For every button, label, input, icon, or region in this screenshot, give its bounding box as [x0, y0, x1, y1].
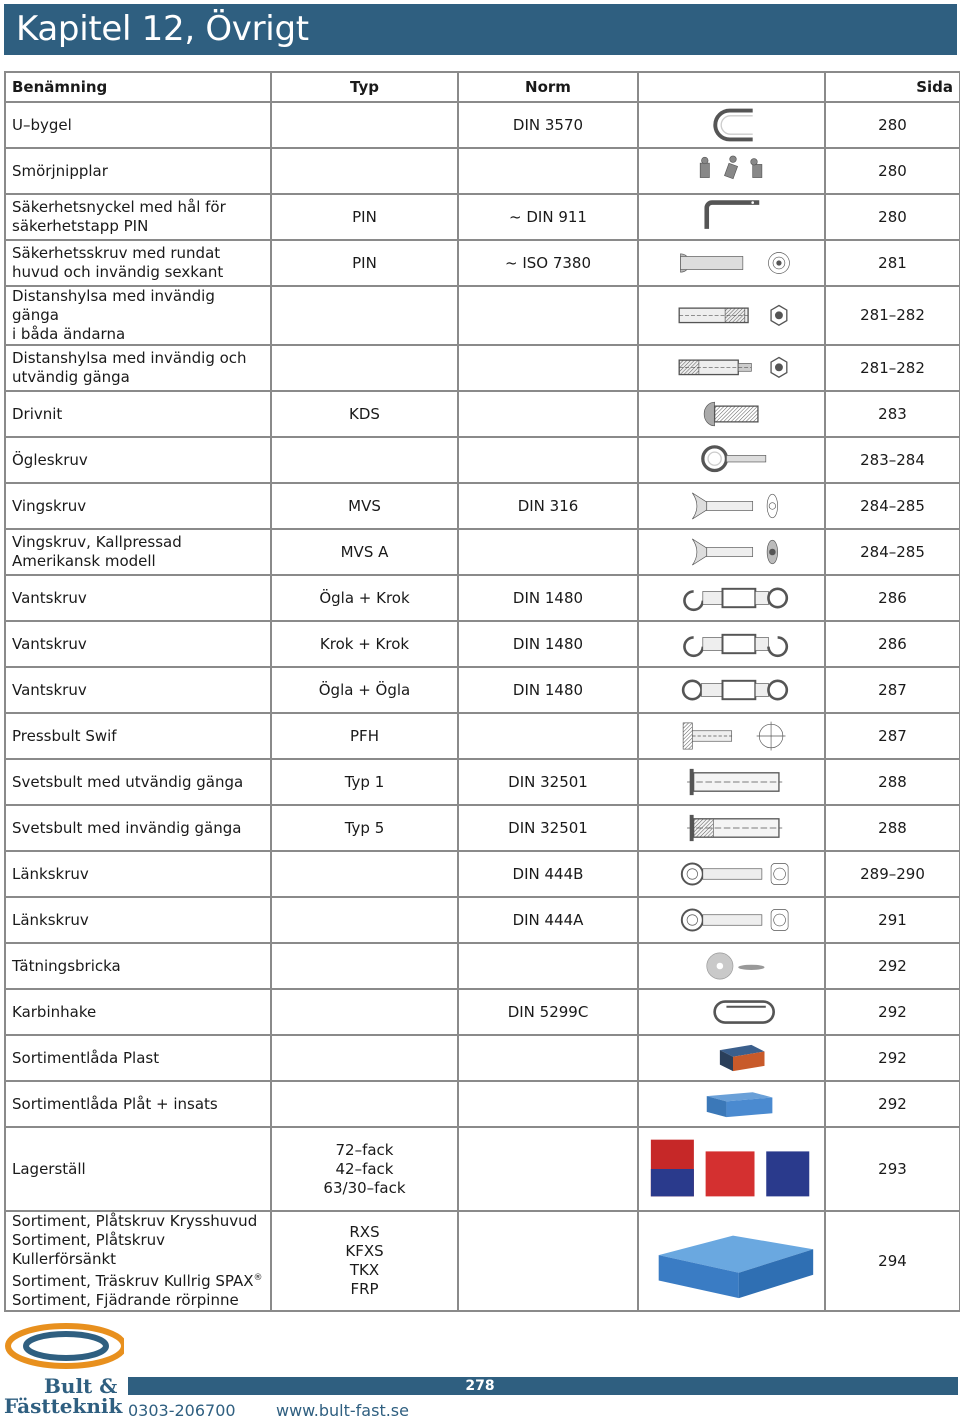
product-name-line: Pressbult Swif	[12, 726, 117, 745]
product-type	[271, 391, 458, 437]
product-type-line: Ögla + Ögla	[318, 680, 411, 699]
product-name-line: Ögleskruv	[12, 450, 88, 469]
product-image	[638, 483, 825, 529]
product-norm	[458, 286, 638, 345]
product-name	[5, 194, 271, 240]
product-type-line: MVS	[348, 496, 381, 515]
product-name	[5, 759, 271, 805]
hex-key-icon	[645, 196, 821, 238]
u-bolt-icon	[645, 104, 821, 146]
drive-rivet-icon	[645, 393, 821, 435]
product-name	[5, 1211, 271, 1311]
product-norm: DIN 316	[458, 483, 638, 529]
product-norm: DIN 32501	[458, 805, 638, 851]
weld-stud-female-icon	[645, 807, 821, 849]
product-norm	[458, 529, 638, 575]
product-norm: ~ ISO 7380	[458, 240, 638, 286]
registered-mark: ®	[253, 1273, 263, 1283]
product-type-line: Typ 5	[344, 818, 385, 837]
product-image	[638, 194, 825, 240]
product-page: 292	[825, 1081, 960, 1127]
table-row	[5, 713, 960, 759]
product-norm: ~ DIN 911	[458, 194, 638, 240]
product-name-line: huvud och invändig sexkant	[12, 263, 224, 281]
page-number: 278	[465, 1378, 495, 1394]
table-row	[5, 1211, 960, 1311]
product-name-line: Sortimentlåda Plast	[12, 1048, 160, 1067]
product-norm	[458, 1211, 638, 1311]
product-page: 287	[825, 713, 960, 759]
product-name	[5, 1127, 271, 1211]
footer-phone: 0303-206700	[128, 1401, 236, 1420]
product-page: 280	[825, 194, 960, 240]
product-norm	[458, 1081, 638, 1127]
product-type-line: Ögla + Krok	[319, 588, 410, 607]
product-image	[638, 391, 825, 437]
table-row	[5, 194, 960, 240]
product-page: 291	[825, 897, 960, 943]
product-name-line: Säkerhetsnyckel med hål för	[12, 198, 226, 216]
product-name	[5, 989, 271, 1035]
product-image	[638, 240, 825, 286]
product-norm	[458, 1127, 638, 1211]
product-name-line: Smörjnipplar	[12, 161, 108, 180]
product-image	[638, 1081, 825, 1127]
column-header-norm: Norm	[458, 72, 638, 102]
table-row	[5, 345, 960, 391]
product-type-line: FRP	[350, 1280, 379, 1298]
product-type	[271, 240, 458, 286]
footer-bar	[128, 1377, 958, 1395]
product-name	[5, 897, 271, 943]
press-bolt-icon	[645, 715, 821, 757]
table-row	[5, 851, 960, 897]
product-type-line: KFXS	[345, 1242, 384, 1260]
product-name	[5, 851, 271, 897]
product-name	[5, 437, 271, 483]
product-image	[638, 102, 825, 148]
product-type	[271, 1211, 458, 1311]
eye-screw-icon	[645, 439, 821, 481]
product-type	[271, 621, 458, 667]
product-type	[271, 759, 458, 805]
product-name	[5, 240, 271, 286]
product-image	[638, 575, 825, 621]
product-name	[5, 102, 271, 148]
product-type-line: PFH	[350, 726, 379, 745]
wing-screw-american-icon	[645, 531, 821, 573]
product-image	[638, 1035, 825, 1081]
product-norm	[458, 148, 638, 194]
table-row	[5, 286, 960, 345]
product-name-line: Sortimentlåda Plåt + insats	[12, 1094, 218, 1113]
table-row	[5, 989, 960, 1035]
product-name	[5, 483, 271, 529]
product-name-line: Lagerställ	[12, 1159, 86, 1178]
product-name-line: Vantskruv	[12, 680, 87, 699]
column-header-image	[638, 72, 825, 102]
product-page: 294	[825, 1211, 960, 1311]
product-page: 280	[825, 148, 960, 194]
table-row	[5, 1127, 960, 1211]
product-page: 288	[825, 805, 960, 851]
product-image	[638, 286, 825, 345]
grease-nipples-icon	[645, 150, 821, 192]
product-type-line: RXS	[349, 1223, 380, 1241]
product-type	[271, 286, 458, 345]
table-row	[5, 391, 960, 437]
turnbuckle-eye-hook-icon	[645, 577, 821, 619]
product-name-line: Vingskruv, Kallpressad	[12, 533, 182, 551]
product-type	[271, 437, 458, 483]
product-type	[271, 529, 458, 575]
spacer-female-icon	[645, 295, 821, 337]
product-norm	[458, 345, 638, 391]
product-norm: DIN 1480	[458, 667, 638, 713]
product-name	[5, 286, 271, 345]
product-image	[638, 713, 825, 759]
table-row	[5, 102, 960, 148]
product-page: 283–284	[825, 437, 960, 483]
chapter-title: Kapitel 12, Övrigt	[16, 9, 309, 49]
product-norm: DIN 3570	[458, 102, 638, 148]
table-row	[5, 1035, 960, 1081]
product-image	[638, 759, 825, 805]
table-row	[5, 575, 960, 621]
product-norm: DIN 32501	[458, 759, 638, 805]
product-type-line: 42–fack	[335, 1159, 394, 1178]
table-row	[5, 805, 960, 851]
product-image	[638, 529, 825, 575]
product-norm: DIN 5299C	[458, 989, 638, 1035]
product-type	[271, 1081, 458, 1127]
table-row	[5, 897, 960, 943]
table-row	[5, 529, 960, 575]
product-name-line: säkerhetstapp PIN	[12, 217, 149, 235]
product-type-line: MVS A	[340, 542, 389, 561]
product-image	[638, 667, 825, 713]
product-page: 288	[825, 759, 960, 805]
product-type-line: KDS	[349, 404, 380, 423]
product-name-line: Vantskruv	[12, 634, 87, 653]
product-name	[5, 1035, 271, 1081]
wing-screw-icon	[645, 485, 821, 527]
table-row	[5, 437, 960, 483]
product-name-line: Tätningsbricka	[12, 956, 121, 975]
product-norm	[458, 943, 638, 989]
product-image	[638, 805, 825, 851]
product-name-line: Sortiment, Plåtskruv Kullerförsänkt	[12, 1231, 166, 1268]
product-norm: DIN 444A	[458, 897, 638, 943]
product-name-line: U–bygel	[12, 115, 72, 134]
eye-bolt-a-icon	[645, 899, 821, 941]
product-type-line: 63/30–fack	[323, 1178, 406, 1197]
product-page: 281–282	[825, 286, 960, 345]
turnbuckle-eye-eye-icon	[645, 669, 821, 711]
product-page: 280	[825, 102, 960, 148]
product-type	[271, 667, 458, 713]
product-name-line: Amerikansk modell	[12, 552, 156, 570]
product-type-line: PIN	[352, 253, 377, 272]
product-type	[271, 943, 458, 989]
product-type	[271, 483, 458, 529]
product-norm	[458, 391, 638, 437]
assortment-case-icon	[645, 1221, 821, 1301]
product-norm	[458, 437, 638, 483]
product-name	[5, 943, 271, 989]
product-type	[271, 575, 458, 621]
product-type	[271, 805, 458, 851]
product-norm	[458, 1035, 638, 1081]
product-page: 287	[825, 667, 960, 713]
table-row	[5, 148, 960, 194]
product-page: 292	[825, 943, 960, 989]
product-name	[5, 805, 271, 851]
product-image	[638, 621, 825, 667]
product-image	[638, 897, 825, 943]
product-image	[638, 148, 825, 194]
product-name-line: Distanshylsa med invändig och	[12, 349, 247, 367]
product-name-line: Vantskruv	[12, 588, 87, 607]
table-header-row	[5, 72, 960, 102]
product-type	[271, 851, 458, 897]
chapter-header	[4, 4, 957, 55]
product-page: 286	[825, 621, 960, 667]
table-row	[5, 759, 960, 805]
weld-stud-male-icon	[645, 761, 821, 803]
product-image	[638, 851, 825, 897]
product-name-line: Svetsbult med utvändig gänga	[12, 772, 244, 791]
product-norm: DIN 1480	[458, 575, 638, 621]
product-name	[5, 529, 271, 575]
product-norm: DIN 444B	[458, 851, 638, 897]
plastic-box-icon	[645, 1037, 821, 1079]
product-norm	[458, 713, 638, 759]
table-row	[5, 621, 960, 667]
product-page: 281	[825, 240, 960, 286]
product-image	[638, 345, 825, 391]
product-name-line: Vingskruv	[12, 496, 87, 515]
column-header-name: Benämning	[5, 72, 271, 102]
product-name-line: Distanshylsa med invändig gänga	[12, 287, 215, 324]
product-type	[271, 345, 458, 391]
table-row	[5, 483, 960, 529]
product-image	[638, 1127, 825, 1211]
product-type-line: 72–fack	[335, 1140, 394, 1159]
product-name	[5, 621, 271, 667]
product-type	[271, 148, 458, 194]
metal-box-icon	[645, 1083, 821, 1125]
product-name	[5, 345, 271, 391]
sealing-washer-icon	[645, 945, 821, 987]
product-name	[5, 713, 271, 759]
column-header-page: Sida	[825, 72, 960, 102]
turnbuckle-hook-hook-icon	[645, 623, 821, 665]
product-page: 286	[825, 575, 960, 621]
product-image	[638, 989, 825, 1035]
logo-line1: Bult &	[44, 1374, 118, 1398]
product-type	[271, 1127, 458, 1211]
product-page: 289–290	[825, 851, 960, 897]
product-name-line: utvändig gänga	[12, 368, 130, 386]
table-row	[5, 667, 960, 713]
product-page: 284–285	[825, 483, 960, 529]
product-type-line: PIN	[352, 207, 377, 226]
product-table	[4, 71, 960, 1312]
carabiner-icon	[645, 991, 821, 1033]
product-name	[5, 148, 271, 194]
table-row	[5, 240, 960, 286]
product-name-line: Drivnit	[12, 404, 63, 423]
product-name-line: Svetsbult med invändig gänga	[12, 818, 242, 837]
product-type	[271, 1035, 458, 1081]
product-type-line: Krok + Krok	[319, 634, 410, 653]
footer-website[interactable]: www.bult-fast.se	[276, 1401, 409, 1420]
product-page: 292	[825, 989, 960, 1035]
product-page: 292	[825, 1035, 960, 1081]
product-type	[271, 194, 458, 240]
column-header-type: Typ	[271, 72, 458, 102]
product-name-line: Länkskruv	[12, 910, 89, 929]
storage-rack-icon	[645, 1129, 821, 1209]
product-name	[5, 575, 271, 621]
product-name-line: Säkerhetsskruv med rundat	[12, 244, 221, 262]
product-name-line: Sortiment, Träskruv Kullrig SPAX	[12, 1272, 254, 1290]
table-row	[5, 1081, 960, 1127]
product-image	[638, 943, 825, 989]
logo-line2: Fästteknik	[4, 1394, 123, 1418]
product-name-line: Länkskruv	[12, 864, 89, 883]
product-image	[638, 1211, 825, 1311]
spacer-male-female-icon	[645, 347, 821, 389]
product-name-line: Karbinhake	[12, 1002, 97, 1021]
product-type	[271, 102, 458, 148]
product-type	[271, 989, 458, 1035]
product-norm: DIN 1480	[458, 621, 638, 667]
product-name-line: Sortiment, Fjädrande rörpinne	[12, 1291, 239, 1309]
product-name-line: i båda ändarna	[12, 325, 126, 343]
product-page: 293	[825, 1127, 960, 1211]
product-name-line: Sortiment, Plåtskruv Krysshuvud	[12, 1212, 258, 1230]
product-page: 283	[825, 391, 960, 437]
product-type	[271, 897, 458, 943]
table-row	[5, 943, 960, 989]
product-name	[5, 1081, 271, 1127]
product-name	[5, 391, 271, 437]
product-type-line: TKX	[349, 1261, 380, 1279]
product-name	[5, 667, 271, 713]
product-page: 281–282	[825, 345, 960, 391]
product-page: 284–285	[825, 529, 960, 575]
product-type-line: Typ 1	[344, 772, 385, 791]
product-image	[638, 437, 825, 483]
button-head-screw-icon	[645, 242, 821, 284]
eye-bolt-b-icon	[645, 853, 821, 895]
product-type	[271, 713, 458, 759]
